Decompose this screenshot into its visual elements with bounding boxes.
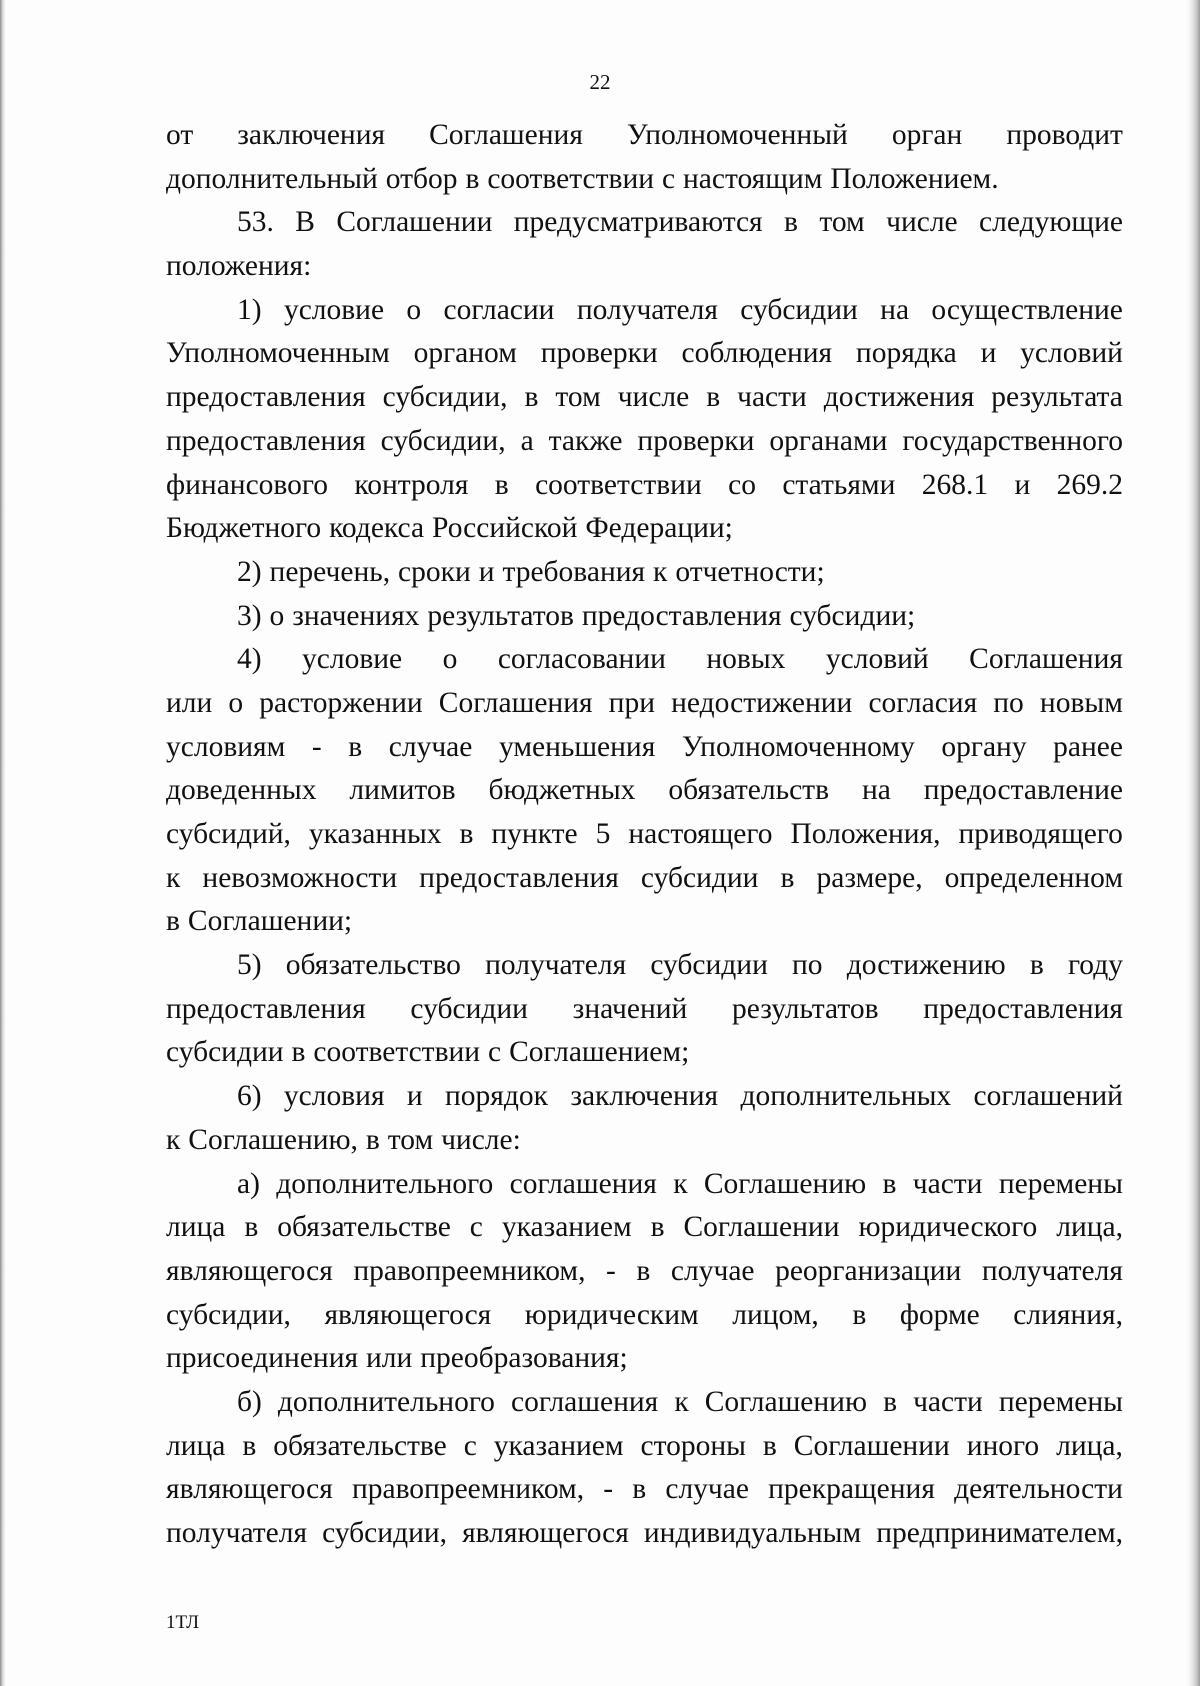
text-line: финансового контроля в соответствии со статьями 268.1 и 269.2 [166, 468, 1123, 501]
text-line: или о расторжении Соглашения при недостижении согласия по новым [166, 686, 1123, 719]
text-line: предоставления субсидии значений результатов предоставления [166, 992, 1123, 1025]
text-line: лица в обязательстве с указанием стороны в Соглашении иного лица, [166, 1429, 1123, 1462]
scan-edge-left [0, 0, 6, 1686]
scan-edge-right [1186, 0, 1200, 1686]
text-line: 4) условие о согласовании новых условий Соглашения [237, 643, 1123, 676]
text-line: в Соглашении; [166, 905, 353, 938]
footer-code: 1ТЛ [166, 1612, 200, 1633]
text-line: Уполномоченным органом проверки соблюдения порядка и условий [166, 337, 1123, 370]
text-line: являющегося правопреемником, - в случае прекращения деятельности [166, 1473, 1123, 1506]
text-line: 3) о значениях результатов предоставления субсидии; [237, 599, 916, 632]
text-line: положения: [166, 250, 312, 283]
text-line: 53. В Соглашении предусматриваются в том числе следующие [237, 206, 1123, 239]
text-line: предоставления субсидии, а также проверки органами государственного [166, 424, 1123, 457]
text-line: субсидии в соответствии с Соглашением; [166, 1036, 690, 1069]
text-line: являющегося правопреемником, - в случае реорганизации получателя [166, 1254, 1123, 1287]
text-line: присоединения или преобразования; [166, 1342, 628, 1375]
text-line: доведенных лимитов бюджетных обязательств на предоставление [166, 774, 1123, 807]
text-line: а) дополнительного соглашения к Соглашению в части перемены [237, 1167, 1123, 1200]
text-line: от заключения Соглашения Уполномоченный орган проводит [166, 119, 1123, 151]
text-line: субсидии, являющегося юридическим лицом, в форме слияния, [166, 1298, 1123, 1331]
text-line: б) дополнительного соглашения к Соглашению в части перемены [237, 1385, 1123, 1418]
text-line: предоставления субсидии, в том числе в части достижения результата [166, 381, 1123, 414]
text-line: лица в обязательстве с указанием в Соглашении юридического лица, [166, 1211, 1123, 1244]
text-line: к Соглашению, в том числе: [166, 1123, 521, 1156]
text-line: 6) условия и порядок заключения дополнительных соглашений [237, 1080, 1123, 1113]
text-line: 2) перечень, сроки и требования к отчетности; [237, 555, 825, 588]
text-line: 1) условие о согласии получателя субсидии на осуществление [237, 293, 1123, 326]
text-line: к невозможности предоставления субсидии в размере, определенном [166, 861, 1123, 894]
text-line: Бюджетного кодекса Российской Федерации; [166, 512, 733, 545]
text-line: 5) обязательство получателя субсидии по достижению в году [237, 949, 1123, 982]
text-line: условиям - в случае уменьшения Уполномоченному органу ранее [166, 730, 1123, 763]
page-number: 22 [589, 70, 611, 94]
document-body [166, 114, 1123, 1556]
text-line: дополнительный отбор в соответствии с настоящим Положением. [166, 162, 999, 195]
text-line: получателя субсидии, являющегося индивидуальным предпринимателем, [166, 1517, 1123, 1549]
text-line: субсидий, указанных в пункте 5 настоящего Положения, приводящего [166, 818, 1123, 850]
